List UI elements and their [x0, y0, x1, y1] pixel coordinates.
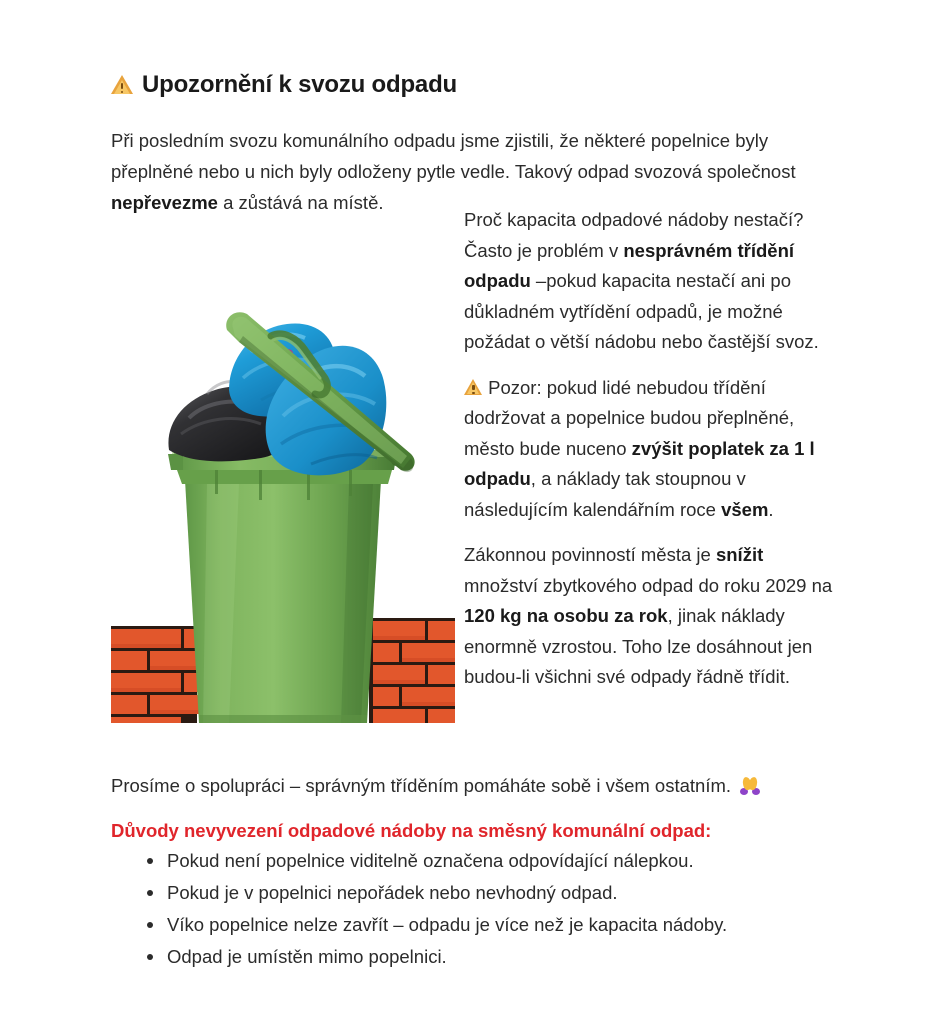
waste-bin-photo: [111, 218, 455, 723]
list-item: [111, 941, 901, 972]
p3-part1: Zákonnou povinností města je: [464, 544, 716, 565]
folded-hands-icon: [739, 776, 761, 796]
p2-part3: .: [768, 498, 774, 520]
list-item-text: Pokud není popelnice viditelně označena odpovídající nálepkou.: [167, 850, 694, 871]
bullet-dot-icon: [147, 954, 153, 960]
p2-bold-poplatek: zvýšit poplatek za 1 l odpadu: [464, 437, 815, 489]
intro-bold-neprevezme: nepřevezme: [111, 191, 218, 213]
p2-part1: Pozor: pokud lidé nebudou třídění dodržovat a popelnice budou přeplněné, město bude nuceno: [464, 376, 795, 459]
cooperation-paragraph: [111, 771, 871, 801]
list-item: [111, 845, 901, 876]
column-paragraph-capacity: [464, 205, 842, 358]
bullet-dot-icon: [147, 922, 153, 928]
column-paragraph-law: [464, 540, 842, 693]
bin-body: [185, 480, 381, 723]
list-item-text: Odpad je umístěn mimo popelnici.: [167, 946, 447, 967]
list-item-text: Víko popelnice nelze zavřít – odpadu je více než je kapacita nádoby.: [167, 914, 728, 935]
p3-bold-120kg: 120 kg na osobu za rok: [464, 605, 668, 626]
bullet-dot-icon: [147, 858, 153, 864]
list-item-text: Pokud je v popelnici nepořádek nebo nevhodný odpad.: [167, 882, 618, 903]
reasons-heading: Důvody nevyvezení odpadové nádoby na směsný komunální odpad:: [111, 820, 712, 842]
warning-sign-icon: [111, 75, 133, 95]
cooperation-text: Prosíme o spolupráci – správným tříděním pomáháte sobě i všem ostatním.: [111, 774, 732, 796]
side-text-column: [464, 205, 842, 693]
p1-part1: Proč kapacita odpadové nádoby nestačí? Často je problém v: [464, 209, 804, 261]
waste-bin-illustration: [111, 218, 455, 723]
intro-text-part2: a zůstává na místě.: [217, 191, 384, 213]
column-paragraph-warning: [464, 373, 842, 526]
p1-part2: –pokud kapacita nestačí ani po důkladném vytřídění odpadů, je možné požádat o větší nádobu nebo častější svoz.: [464, 270, 819, 352]
p3-part2: množství zbytkového odpad do roku 2029 na: [464, 574, 833, 596]
intro-text-part1: Při posledním svozu komunálního odpadu jsme zjistili, že některé popelnice byly přeplněné nebo u nich byly odloženy pytle vedle. Takový odpad svozová společnost: [111, 129, 796, 182]
bullet-dot-icon: [147, 890, 153, 896]
warning-sign-icon: [464, 379, 483, 396]
page-title: [111, 71, 871, 100]
p2-part2: , a náklady tak stoupnou v následujícím kalendářním roce: [464, 468, 746, 520]
list-item: [111, 877, 901, 908]
p3-bold-snizit: snížit: [715, 544, 764, 565]
p3-part3: , jinak náklady enormně vzrostou. Toho lze dosáhnout jen budou-li všichni své odpady řádně třídit.: [464, 605, 813, 687]
p1-bold-nespravne-trideni: nesprávném třídění odpadu: [464, 239, 795, 291]
reasons-list: [111, 845, 901, 973]
p2-bold-vsem: všem: [721, 498, 769, 520]
page-title-text: Upozornění k svozu odpadu: [142, 71, 458, 99]
list-item: [111, 909, 901, 940]
intro-paragraph: [111, 125, 841, 218]
